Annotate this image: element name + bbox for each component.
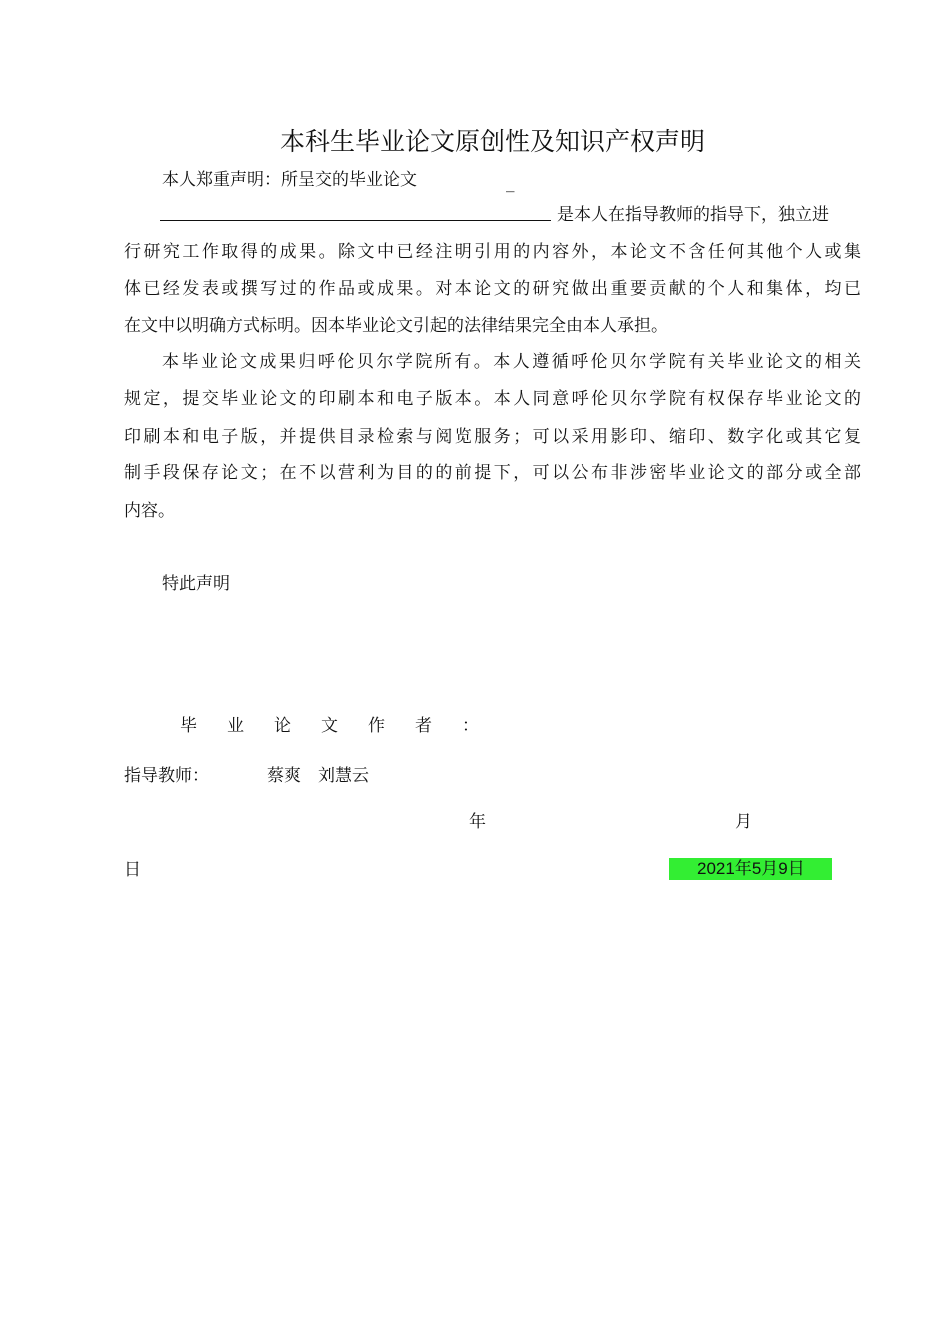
declaration-line-2: 是本人在指导教师的指导下，独立进: [557, 205, 829, 225]
date-day: 9: [778, 859, 788, 878]
advisor-label: 指导教师：: [124, 766, 209, 786]
declaration-line-5: 在文中以明确方式标明。因本毕业论文引起的法律结果完全由本人承担。: [124, 316, 668, 336]
advisor-names: 蔡爽 刘慧云: [267, 766, 369, 786]
page-title: 本科生毕业论文原创性及知识产权声明: [279, 127, 705, 156]
date-year-char: 年: [734, 859, 752, 879]
date-year-label: 年: [469, 812, 486, 832]
declaration-line-3: 行研究工作取得的成果。除文中已经注明引用的内容外，本论文不含任何其他个人或集: [124, 242, 861, 262]
ownership-line-4: 制手段保存论文；在不以营利为目的的前提下，可以公布非涉密毕业论文的部分或全部: [124, 463, 861, 483]
closing-statement: 特此声明: [162, 574, 230, 594]
author-signature-label: [180, 714, 509, 738]
date-day-char: 日: [787, 859, 805, 879]
author-label-char: ：: [462, 716, 479, 736]
date-month-char: 月: [761, 859, 779, 879]
ownership-line-5: 内容。: [124, 501, 175, 521]
ownership-line-3: 印刷本和电子版，并提供目录检索与阅览服务；可以采用影印、缩印、数字化或其它复: [124, 427, 861, 447]
signing-date: [697, 857, 805, 881]
ownership-line-1: 本毕业论文成果归呼伦贝尔学院所有。本人遵循呼伦贝尔学院有关毕业论文的相关: [162, 352, 861, 372]
author-label-char: 毕: [180, 716, 197, 736]
ownership-line-2: 规定，提交毕业论文的印刷本和电子版本。本人同意呼伦贝尔学院有权保存毕业论文的: [124, 389, 861, 409]
author-label-char: 业: [227, 716, 244, 736]
date-month-label: 月: [735, 812, 752, 832]
date-day-label: 日: [124, 860, 141, 880]
date-month: 5: [751, 859, 762, 878]
declaration-intro: 本人郑重声明：所呈交的毕业论文: [162, 170, 417, 190]
author-label-char: 者: [415, 716, 432, 736]
author-label-char: 作: [368, 716, 385, 736]
title-blank-underscore: _: [506, 173, 515, 193]
declaration-line-4: 体已经发表或撰写过的作品或成果。对本论文的研究做出重要贡献的个人和集体，均已: [124, 279, 861, 299]
date-year: 2021: [697, 859, 735, 878]
author-label-char: 文: [321, 716, 338, 736]
author-label-char: 论: [274, 716, 291, 736]
thesis-title-blank-line: [160, 220, 551, 221]
